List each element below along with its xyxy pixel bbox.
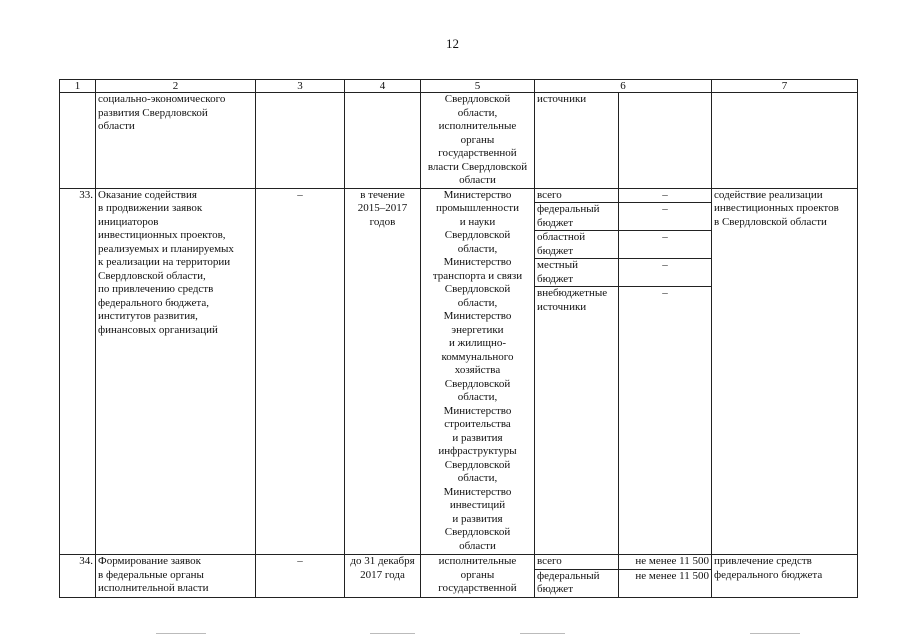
- row33-name-line: федерального бюджета,: [98, 296, 209, 309]
- row33-funding-source-local: [535, 259, 619, 287]
- row34-name-line: в федеральные органы: [98, 568, 204, 581]
- row33-result-line: содействие реализации: [714, 188, 823, 201]
- row33-term-line: 2015–2017: [357, 202, 408, 214]
- row33-result-cell: [712, 188, 858, 555]
- row33-funding-amount-local: [619, 259, 712, 287]
- row34-funding-source-total: [535, 555, 619, 570]
- row33-executor-line: и жилищно-: [448, 337, 507, 349]
- row33-funding-source-federal: [535, 203, 619, 231]
- row33-name-line: в продвижении заявок: [98, 202, 203, 214]
- column-number-1: 1: [60, 80, 96, 93]
- row34-result-cell: [712, 555, 858, 598]
- funding-amount: не менее 11 500: [635, 555, 709, 567]
- row34-funding-source-federal: [535, 569, 619, 597]
- continuation-executor-line: органы: [460, 133, 495, 146]
- funding-amount: –: [662, 203, 668, 215]
- continuation-name-cell: [96, 93, 256, 189]
- row34-name-cell: [96, 555, 256, 598]
- continuation-executor-line: области,: [457, 106, 498, 119]
- row33-funding-amount-federal: [619, 203, 712, 231]
- row33-executor-line: инвестиций: [449, 499, 506, 511]
- row33-name-cell: [96, 188, 256, 555]
- funding-source-line: федеральный: [537, 569, 600, 582]
- continuation-num-cell: [60, 93, 96, 189]
- funding-amount: –: [662, 188, 668, 201]
- row34-executor-cell: [421, 555, 535, 598]
- continuation-term-cell: [345, 93, 421, 189]
- continuation-col3-cell: [256, 93, 345, 189]
- program-table: [59, 79, 858, 598]
- row33-funding-source-regional: [535, 231, 619, 259]
- continuation-executor-line: области: [459, 174, 496, 186]
- continuation-executor-cell: [421, 93, 535, 189]
- row33-col3-dash: –: [297, 188, 303, 201]
- row33-term-cell: [345, 188, 421, 555]
- column-number-row: [60, 80, 858, 93]
- row33-executor-line: Свердловской: [444, 458, 511, 471]
- row33-executor-line: транспорта и связи: [432, 269, 523, 282]
- scan-edge-mark: [750, 633, 800, 634]
- continuation-executor-line: власти Свердловской: [427, 160, 528, 173]
- column-number-6: 6: [535, 80, 712, 93]
- continuation-result-cell: [712, 93, 858, 189]
- continuation-amount-cell: [619, 93, 712, 189]
- row33-executor-line: Свердловской: [444, 229, 511, 241]
- row33-name-line: финансовых организаций: [98, 323, 218, 336]
- row33-term-line: годов: [369, 215, 396, 228]
- row33-name-line: институтов развития,: [98, 310, 198, 322]
- row34-term-cell: [345, 555, 421, 598]
- continuation-source-cell: [535, 93, 619, 189]
- row34-name-line: Формирование заявок: [98, 555, 201, 567]
- row34-result-line: федерального бюджета: [714, 568, 823, 581]
- funding-source-line: бюджет: [537, 272, 573, 285]
- funding-source-line: местный: [537, 259, 578, 271]
- row34-term-line: 2017 года: [360, 568, 405, 581]
- funding-amount: –: [662, 287, 668, 299]
- row33-executor-line: области: [459, 539, 496, 552]
- row33-executor-line: и науки: [459, 215, 496, 228]
- column-number-3: 3: [256, 80, 345, 93]
- funding-source-line: областной: [537, 231, 586, 243]
- funding-source-line: внебюджетные: [537, 287, 608, 299]
- continuation-name-line: социально-экономического: [98, 93, 226, 105]
- row34-executor-line: органы: [460, 568, 495, 581]
- row34-executor-line: исполнительные: [438, 555, 517, 567]
- continuation-executor-line: государственной: [438, 147, 517, 159]
- funding-source-line: всего: [537, 188, 562, 201]
- row33-name-line: инициаторов: [98, 215, 159, 228]
- continuation-row: [60, 93, 858, 189]
- row34-funding-amount-total: [619, 555, 712, 570]
- row34-number: 34.: [79, 555, 93, 567]
- row33-executor-line: энергетики: [451, 323, 504, 336]
- row34-col3-dash: –: [297, 555, 303, 567]
- row33-executor-line: хозяйства: [454, 364, 501, 376]
- row33-term-line: в течение: [360, 188, 405, 201]
- row33-executor-line: Свердловской: [444, 377, 511, 390]
- row33-executor-line: Министерство: [443, 256, 512, 268]
- row33-name-line: к реализации на территории: [98, 256, 231, 268]
- row33-executor-line: коммунального: [441, 350, 514, 363]
- row33-executor-line: области,: [457, 242, 498, 255]
- scan-edge-mark: [370, 633, 415, 634]
- continuation-executor-line: исполнительные: [438, 120, 517, 132]
- funding-source-line: всего: [537, 555, 562, 567]
- row33-name-line: реализуемых и планируемых: [98, 242, 234, 255]
- row34-name-line: исполнительной власти: [98, 582, 209, 594]
- row33-executor-line: промышленности: [436, 202, 519, 214]
- row33-name-line: по привлечению средств: [98, 283, 214, 295]
- row33-executor-line: Свердловской: [444, 283, 511, 295]
- row33-executor-line: Министерство: [443, 310, 512, 322]
- row33-name-line: Оказание содействия: [98, 188, 197, 201]
- scan-edge-mark: [520, 633, 565, 634]
- row33-executor-line: области,: [457, 472, 498, 484]
- row34-result-line: привлечение средств: [714, 555, 812, 567]
- funding-amount: –: [662, 259, 668, 271]
- row33-num: [60, 188, 96, 555]
- row33-executor-line: и развития: [452, 431, 503, 444]
- funding-source-line: федеральный: [537, 203, 600, 215]
- row34-term-line: до 31 декабря: [350, 555, 415, 567]
- funding-source-line: бюджет: [537, 583, 573, 595]
- row33-name-line: Свердловской области,: [98, 269, 206, 282]
- row34-funding-amount-federal: [619, 569, 712, 597]
- row33-executor-line: Министерство: [443, 404, 512, 417]
- continuation-executor-line: Свердловской: [444, 93, 511, 105]
- column-number-5: 5: [421, 80, 535, 93]
- table-row-33: [60, 188, 858, 203]
- column-number-2: 2: [96, 80, 256, 93]
- column-number-4: 4: [345, 80, 421, 93]
- row33-funding-source-total: [535, 188, 619, 203]
- row33-number: 33.: [79, 188, 93, 201]
- row33-funding-amount-total: [619, 188, 712, 203]
- row33-executor-line: области,: [457, 296, 498, 309]
- row33-executor-line: Свердловской: [444, 526, 511, 538]
- continuation-name-line: области: [98, 120, 135, 132]
- table-row-34: [60, 555, 858, 570]
- continuation-source: источники: [537, 93, 587, 105]
- row33-executor-line: и развития: [452, 512, 503, 525]
- row33-executor-line: строительства: [444, 418, 511, 430]
- page-number: 12: [446, 36, 459, 51]
- funding-amount: –: [662, 231, 668, 243]
- funding-source-line: источники: [537, 300, 587, 313]
- scan-edge-mark: [156, 633, 206, 634]
- row34-num: [60, 555, 96, 598]
- row33-executor-line: Министерство: [443, 188, 512, 201]
- funding-source-line: бюджет: [537, 216, 573, 229]
- row33-executor-cell: [421, 188, 535, 555]
- row33-funding-amount-regional: [619, 231, 712, 259]
- funding-source-line: бюджет: [537, 244, 573, 257]
- funding-amount: не менее 11 500: [635, 569, 709, 582]
- row34-col3-cell: [256, 555, 345, 598]
- row33-name-line: инвестиционных проектов,: [98, 229, 226, 241]
- row33-executor-line: области,: [457, 391, 498, 403]
- continuation-name-line: развития Свердловской: [98, 106, 208, 119]
- row33-funding-source-extrabudget: [535, 287, 619, 555]
- row33-executor-line: Министерство: [443, 485, 512, 498]
- row33-result-line: в Свердловской области: [714, 215, 827, 228]
- row33-funding-amount-extrabudget: [619, 287, 712, 555]
- row33-result-line: инвестиционных проектов: [714, 202, 839, 214]
- row34-executor-line: государственной: [438, 582, 517, 594]
- row33-executor-line: инфраструктуры: [438, 445, 517, 457]
- row33-col3-cell: [256, 188, 345, 555]
- column-number-7: 7: [712, 80, 858, 93]
